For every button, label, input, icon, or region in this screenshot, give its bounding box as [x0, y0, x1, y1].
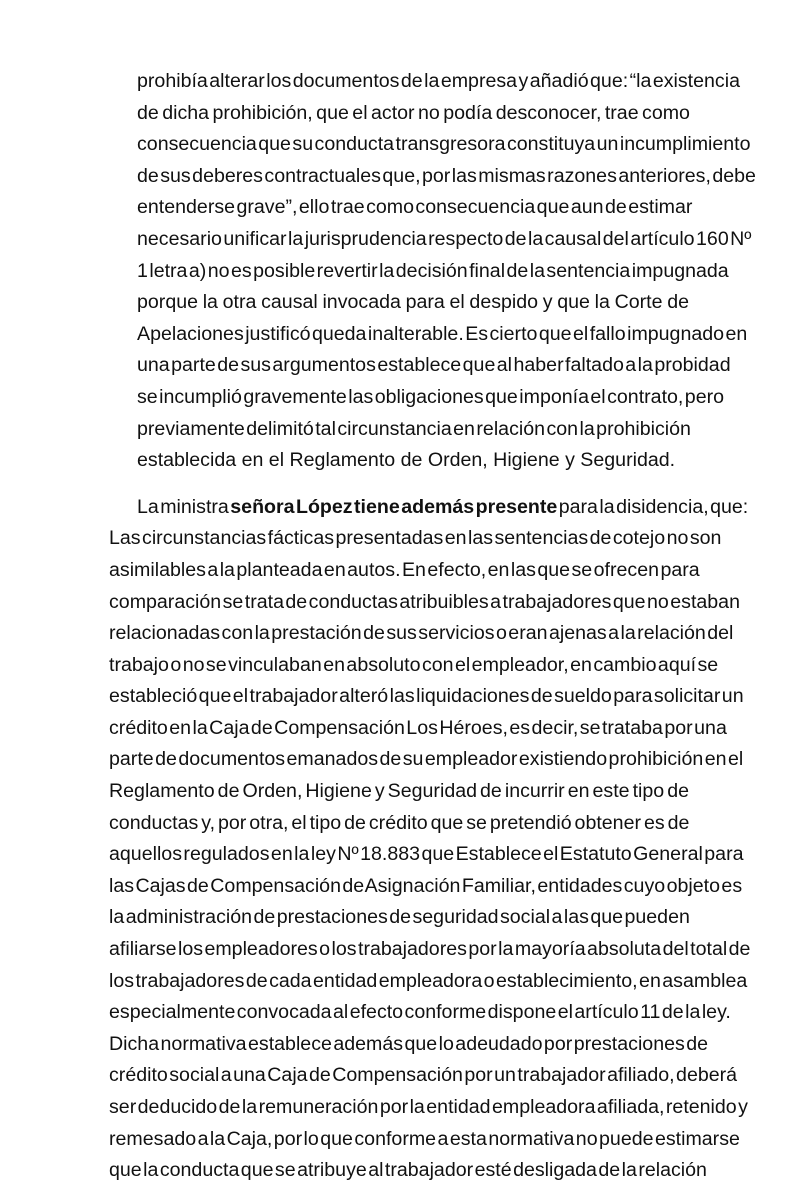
- paragraph-1-line: necesario unificar la jurisprudencia respecto de la causal del artículo 160 Nº: [137, 227, 752, 250]
- paragraph-2-line: Reglamento de Orden, Higiene y Seguridad de incurrir en este tipo de: [109, 780, 689, 803]
- paragraph-1-line: se incumplió gravemente las obligaciones que imponía el contrato, pero: [137, 385, 725, 408]
- paragraph-2-line: comparación se trata de conductas atribuibles a trabajadores que no estaban: [109, 590, 740, 613]
- paragraph-2-line: Las circunstancias fácticas presentadas en las sentencias de cotejo no son: [109, 527, 722, 550]
- paragraph-1-line: prohibía alterar los documentos de la empresa y añadió que: “la existencia: [137, 70, 740, 92]
- paragraph-2-line: parte de documentos emanados de su empleador existiendo prohibición en el: [109, 748, 744, 771]
- paragraph-2-bold-phrase: señora López tiene además presente: [230, 495, 558, 518]
- paragraph-2-line: ser deducido de la remuneración por la entidad empleadora afiliada, retenido y: [109, 1096, 748, 1118]
- paragraph-2-first-line: [109, 492, 749, 524]
- paragraph-1-line: una parte de sus argumentos establece que al haber faltado a la probidad: [137, 354, 731, 377]
- paragraph-2-intro: La ministra: [137, 495, 231, 518]
- paragraph-1-line: de sus deberes contractuales que, por las mismas razones anteriores, debe: [137, 164, 756, 187]
- paragraph-2-line: la administración de prestaciones de seguridad social a las que pueden: [109, 906, 690, 929]
- paragraph-1: [137, 66, 756, 477]
- paragraph-1-line: Apelaciones justificó queda inalterable. Es cierto que el fallo impugnado en: [137, 322, 748, 345]
- paragraph-2-line: remesado a la Caja, por lo que conforme a esta normativa no puede estimarse: [109, 1127, 740, 1150]
- paragraph-1-line: previamente delimitó tal circunstancia en relación con la prohibición: [137, 417, 691, 440]
- paragraph-2: [109, 492, 751, 1187]
- paragraph-2-line: que la conducta que se atribuye al trabajador esté desligada de la relación: [109, 1159, 707, 1182]
- paragraph-2-line: estableció que el trabajador alteró las liquidaciones de sueldo para solicitar un: [109, 685, 744, 708]
- paragraph-2-line: especialmente convocada al efecto conforme dispone el artículo 11 de la ley.: [109, 1001, 731, 1024]
- paragraph-1-line: de dicha prohibición, que el actor no podía desconocer, trae como: [137, 101, 690, 124]
- document-body: [0, 66, 797, 1187]
- paragraph-2-line: asimilables a la planteada en autos. En efecto, en las que se ofrecen para: [109, 558, 700, 581]
- paragraph-1-line: entenderse grave”, ello trae como consecuencia que aun de estimar: [137, 196, 693, 219]
- paragraph-2-line: las Cajas de Compensación de Asignación Familiar, entidades cuyo objeto es: [109, 874, 743, 897]
- paragraph-1-line: consecuencia que su conducta transgresora constituya un incumplimiento: [137, 133, 751, 156]
- paragraph-2-line: crédito en la Caja de Compensación Los Héroes, es decir, se trataba por una: [109, 716, 727, 739]
- paragraph-2-line: conductas y, por otra, el tipo de crédito que se pretendió obtener es de: [109, 811, 690, 834]
- paragraph-1-line: 1 letra a) no es posible revertir la decisión final de la sentencia impugnada: [137, 259, 729, 282]
- paragraph-2-line: relacionadas con la prestación de sus servicios o eran ajenas a la relación del: [109, 622, 734, 645]
- paragraph-2-line: afiliarse los empleadores o los trabajadores por la mayoría absoluta del total de: [109, 938, 751, 961]
- paragraph-2-line: Dicha normativa establece además que lo adeudado por prestaciones de: [109, 1032, 709, 1055]
- paragraph-1-line: porque la otra causal invocada para el despido y que la Corte de: [137, 291, 689, 314]
- paragraph-2-line: crédito social a una Caja de Compensación por un trabajador afiliado, deberá: [109, 1064, 738, 1087]
- paragraph-2-line: aquellos regulados en la ley Nº 18.883 que Establece el Estatuto General para: [109, 843, 744, 866]
- paragraph-1-line: establecida en el Reglamento de Orden, Higiene y Seguridad.: [137, 449, 676, 472]
- paragraph-2-line: los trabajadores de cada entidad empleadora o establecimiento, en asamblea: [109, 969, 748, 992]
- paragraph-2-intro-end: para la disidencia, que:: [557, 495, 749, 518]
- paragraph-2-line: trabajo o no se vinculaban en absoluto con el empleador, en cambio aquí se: [109, 653, 719, 676]
